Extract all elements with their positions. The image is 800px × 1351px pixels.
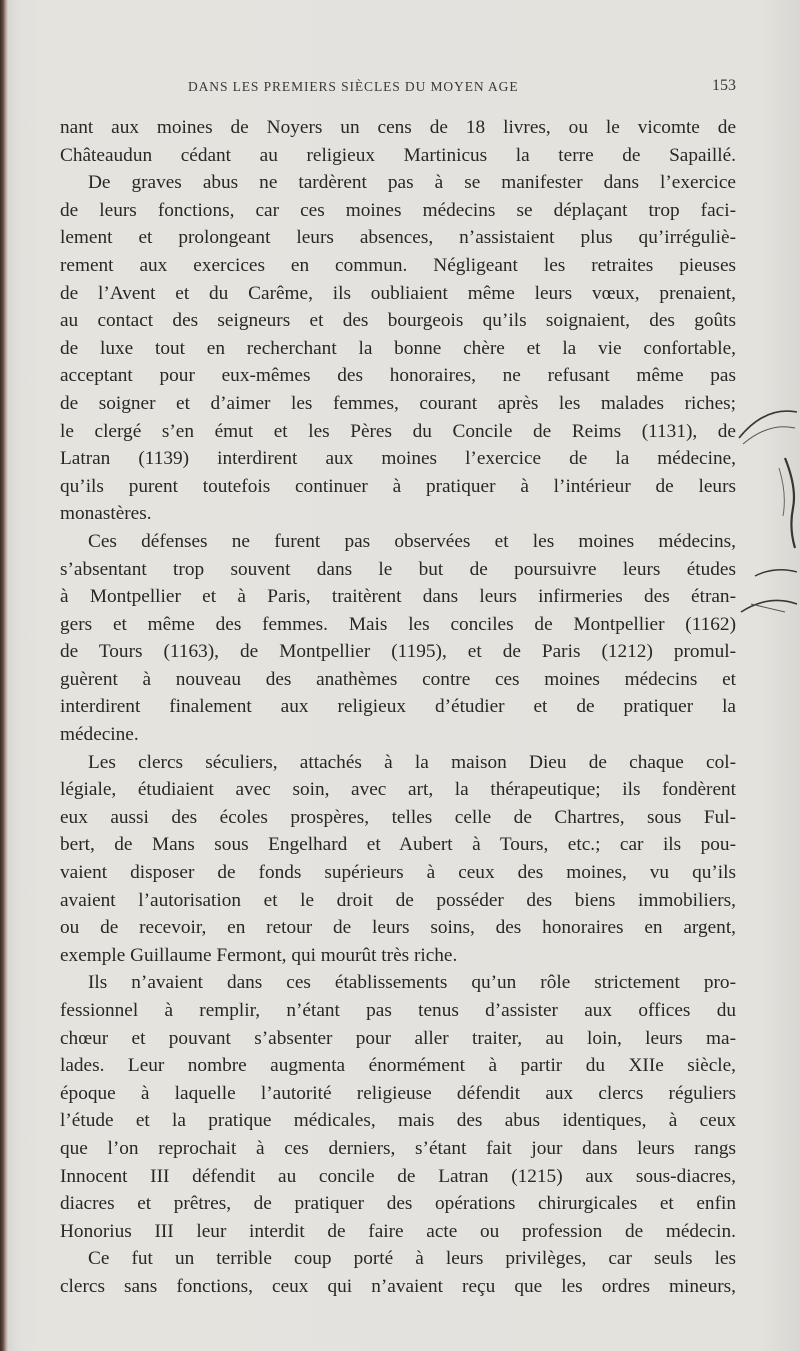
text-line: de soigner et d’aimer les femmes, courant après les malades riches;: [60, 392, 736, 414]
text-line: bert, de Mans sous Engelhard et Aubert à Tours, etc.; car ils pou-: [60, 834, 736, 856]
text-line: médecine.: [60, 724, 139, 746]
page-header: [60, 75, 740, 99]
text-line: ou de recevoir, en retour de leurs soins, des honoraires en argent,: [60, 917, 736, 939]
running-head: DANS LES PREMIERS SIÈCLES DU MOYEN AGE: [188, 79, 519, 94]
text-line: diacres et prêtres, de pratiquer des opérations chirurgicales et enfin: [60, 1193, 736, 1215]
text-line: acceptant pour eux-mêmes des honoraires, ne refusant même pas: [60, 365, 736, 387]
text-line: eux aussi des écoles prospères, telles celle de Chartres, sous Ful-: [60, 806, 736, 828]
text-line: guèrent à nouveau des anathèmes contre ces moines médecins et: [60, 668, 736, 690]
text-line: Latran (1139) interdirent aux moines l’exercice de la médecine,: [60, 448, 736, 470]
text-line: interdirent finalement aux religieux d’étudier et de pratiquer la: [60, 696, 736, 718]
text-line: Ce fut un terrible coup porté à leurs privilèges, car seuls les: [88, 1248, 736, 1270]
text-line: l’étude et la pratique médicales, mais des abus identiques, à ceux: [60, 1110, 736, 1132]
text-line: s’absentant trop souvent dans le but de poursuivre leurs études: [60, 558, 736, 580]
text-line: qu’ils purent toutefois continuer à pratiquer à l’intérieur de leurs: [60, 475, 736, 497]
text-line: monastères.: [60, 503, 152, 525]
text-line: gers et même des femmes. Mais les conciles de Montpellier (1162): [60, 613, 736, 635]
text-line: Honorius III leur interdit de faire acte ou profession de médecin.: [60, 1220, 736, 1242]
text-line: Les clercs séculiers, attachés à la maison Dieu de chaque col-: [88, 751, 736, 773]
text-line: au contact des seigneurs et des bourgeois qu’ils soignaient, des goûts: [60, 310, 736, 332]
text-line: de l’Avent et du Carême, ils oubliaient même leurs vœux, prenaient,: [60, 282, 736, 304]
text-line: Innocent III défendit au concile de Latran (1215) aux sous-diacres,: [60, 1165, 736, 1187]
library-stamp-mark: [735, 398, 799, 648]
text-line: de leurs fonctions, car ces moines médecins se déplaçant trop faci-: [60, 199, 736, 221]
text-line: de Tours (1163), de Montpellier (1195), et de Paris (1212) promul-: [60, 641, 736, 663]
text-line: rement aux exercices en commun. Négligeant les retraites pieuses: [60, 254, 736, 276]
page-binding-edge: [0, 0, 8, 1351]
text-line: exemple Guillaume Fermont, qui mourût très riche.: [60, 944, 458, 966]
text-line: Châteaudun cédant au religieux Martinicus la terre de Sapaillé.: [60, 144, 736, 166]
text-line: que l’on reprochait à ces derniers, s’étant fait jour dans leurs rangs: [60, 1137, 736, 1159]
text-line: époque à laquelle l’autorité religieuse défendit aux clercs réguliers: [60, 1082, 736, 1104]
text-line: chœur et pouvant s’absenter pour aller traiter, au loin, leurs ma-: [60, 1027, 736, 1049]
text-line: avaient l’autorisation et le droit de posséder des biens immobiliers,: [60, 889, 736, 911]
text-line: clercs sans fonctions, ceux qui n’avaient reçu que les ordres mineurs,: [60, 1275, 736, 1297]
text-line: De graves abus ne tardèrent pas à se manifester dans l’exercice: [88, 172, 736, 194]
text-line: Ces défenses ne furent pas observées et les moines médecins,: [88, 530, 736, 552]
text-line: Ils n’avaient dans ces établissements qu’un rôle strictement pro-: [88, 972, 736, 994]
text-line: de luxe tout en recherchant la bonne chère et la vie confortable,: [60, 337, 736, 359]
text-line: fessionnel à remplir, n’étant pas tenus d’assister aux offices du: [60, 1000, 736, 1021]
text-line: nant aux moines de Noyers un cens de 18 livres, ou le vicomte de: [60, 117, 736, 138]
text-line: à Montpellier et à Paris, traitèrent dans leurs infirmeries des étran-: [60, 586, 736, 608]
text-line: vaient disposer de fonds supérieurs à ceux des moines, vu qu’ils: [60, 862, 736, 884]
text-line: lement et prolongeant leurs absences, n’assistaient plus qu’irréguliè-: [60, 227, 736, 249]
page-number: 153: [712, 77, 736, 94]
body-text: [60, 114, 736, 1301]
text-line: le clergé s’en émut et les Pères du Concile de Reims (1131), de: [60, 420, 736, 442]
text-line: légiale, étudiaient avec soin, avec art, la thérapeutique; ils fondèrent: [60, 779, 736, 801]
text-line: lades. Leur nombre augmenta énormément à partir du XIIe siècle,: [60, 1055, 736, 1077]
